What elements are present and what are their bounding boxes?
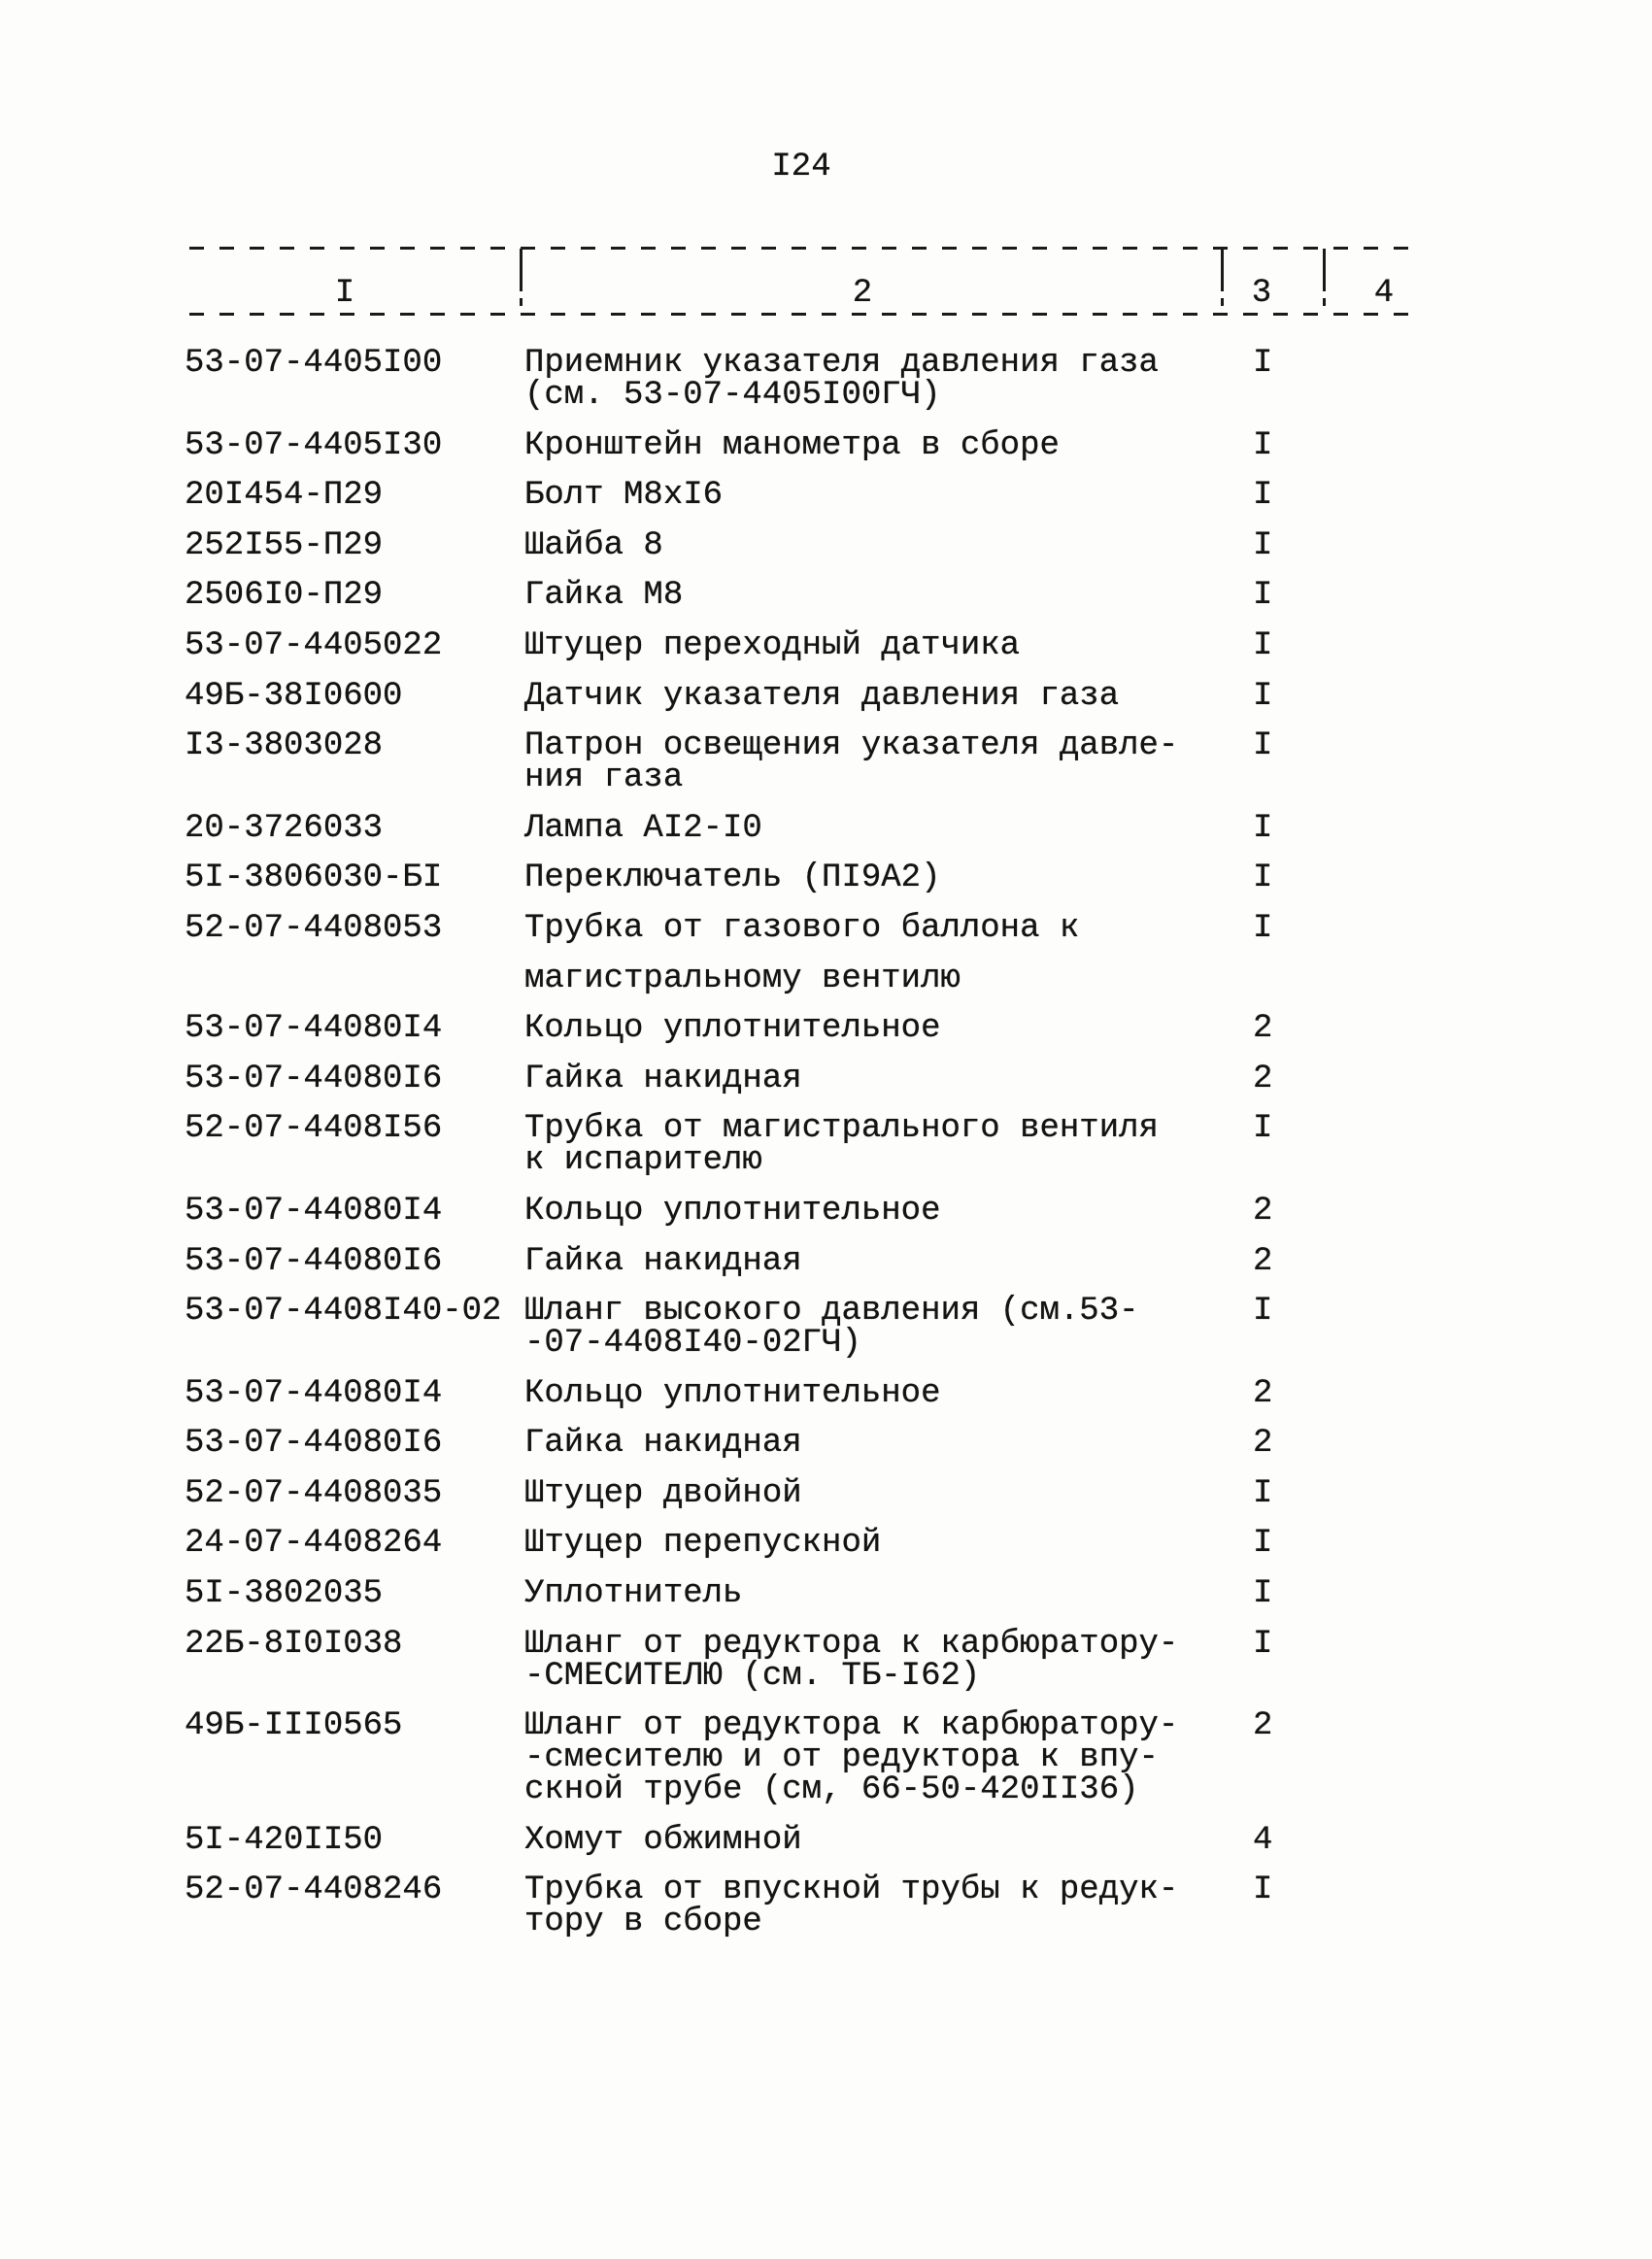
part-description (524, 809, 1652, 847)
part-number: 5I-3806030-БI (185, 860, 443, 897)
part-number: 53-07-4405I30 (185, 426, 443, 464)
description-line: Шланг от редуктора к карбюратору- (524, 1625, 1179, 1663)
description-line: Кольцо уплотнительное (524, 1010, 941, 1048)
description-line: ния газа (524, 759, 684, 797)
part-number: 24-07-4408264 (185, 1525, 443, 1563)
description-line: Лампа АI2-I0 (524, 809, 762, 847)
quantity: I (1253, 577, 1273, 615)
table-row (0, 909, 1652, 1013)
table-row (0, 727, 1652, 813)
part-description (524, 1242, 1652, 1280)
quantity: I (1253, 809, 1273, 847)
description-line: -смесителю и от редуктора к впу- (524, 1739, 1159, 1777)
table-row (0, 577, 1652, 630)
description-line: Болт М8хI6 (524, 477, 724, 515)
part-description (524, 1821, 1652, 1859)
quantity: I (1253, 1625, 1273, 1663)
table-row (0, 1525, 1652, 1578)
quantity: I (1253, 626, 1273, 664)
header-col-2: 2 (852, 275, 873, 312)
part-number: 53-07-4405022 (185, 626, 443, 664)
description-line: Переключатель (ПI9А2) (524, 860, 941, 897)
part-number: 2506I0-П29 (185, 577, 384, 615)
header-col-3: 3 (1251, 275, 1272, 312)
description-line: Шланг от редуктора к карбюратору- (524, 1707, 1179, 1745)
part-description (524, 1192, 1652, 1230)
quantity: I (1253, 1474, 1273, 1512)
column-separator (1221, 249, 1224, 311)
description-line: к испарителю (524, 1142, 762, 1180)
quantity: I (1253, 909, 1273, 947)
part-number: 53-07-44080I6 (185, 1060, 443, 1097)
description-line: -07-4408I40-02ГЧ) (524, 1325, 861, 1363)
quantity: I (1253, 1871, 1273, 1909)
part-description (524, 577, 1652, 615)
description-line: -СМЕСИТЕЛЮ (см. ТБ-I62) (524, 1657, 981, 1695)
description-line: Трубка от впускной трубы к редук- (524, 1871, 1179, 1909)
description-line: Штуцер перепускной (524, 1525, 882, 1563)
part-number: 252I55-П29 (185, 526, 384, 564)
table-row (0, 426, 1652, 481)
description-line: Датчик указателя давления газа (524, 677, 1120, 715)
part-number: 5I-3802035 (185, 1575, 384, 1613)
header-top-rule (189, 247, 1413, 250)
part-description (524, 727, 1652, 797)
quantity: 2 (1253, 1242, 1273, 1280)
table-row (0, 1821, 1652, 1875)
part-description (524, 1871, 1652, 1941)
part-description (524, 1474, 1652, 1512)
part-number: 20-3726033 (185, 809, 384, 847)
table-row (0, 1625, 1652, 1711)
quantity: 2 (1253, 1060, 1273, 1097)
table-row (0, 477, 1652, 530)
part-description (524, 1525, 1652, 1563)
description-line: Штуцер двойной (524, 1474, 802, 1512)
table-row (0, 1707, 1652, 1825)
part-number: 49Б-III0565 (185, 1707, 403, 1745)
quantity: I (1253, 727, 1273, 765)
description-line: (см. 53-07-4405I00ГЧ) (524, 377, 941, 414)
part-description (524, 1625, 1652, 1695)
part-number: 53-07-4405I00 (185, 345, 443, 382)
part-number: 53-07-44080I4 (185, 1374, 443, 1412)
part-number: 20I454-П29 (185, 477, 384, 515)
column-separator (520, 249, 523, 311)
part-description (524, 677, 1652, 715)
part-number: 5I-420II50 (185, 1821, 384, 1859)
description-line: Трубка от газового баллона к (524, 909, 1080, 947)
quantity: I (1253, 345, 1273, 382)
quantity: I (1253, 1293, 1273, 1331)
page-number: I24 (771, 149, 831, 185)
description-line: Шланг высокого давления (см.53- (524, 1293, 1139, 1331)
quantity: I (1253, 426, 1273, 464)
table-row (0, 1425, 1652, 1478)
description-line: Хомут обжимной (524, 1821, 802, 1859)
part-description (524, 626, 1652, 664)
description-line: Приемник указателя давления газа (524, 345, 1159, 382)
description-line: скной трубе (см, 66-50-420II36) (524, 1771, 1139, 1809)
table-row (0, 345, 1652, 430)
table-row (0, 1474, 1652, 1529)
description-line: Уплотнитель (524, 1575, 743, 1613)
part-description (524, 1425, 1652, 1463)
part-number: 53-07-44080I4 (185, 1192, 443, 1230)
part-description (524, 1010, 1652, 1048)
header-col-1: I (334, 275, 355, 312)
part-description (524, 345, 1652, 414)
table-row (0, 626, 1652, 681)
column-separator (1323, 249, 1326, 311)
table-row (0, 1871, 1652, 1957)
table-row (0, 677, 1652, 731)
part-number: 49Б-38I0600 (185, 677, 403, 715)
description-line: Патрон освещения указателя давле- (524, 727, 1179, 765)
part-description (524, 1060, 1652, 1097)
part-number: 53-07-44080I6 (185, 1242, 443, 1280)
quantity: 2 (1253, 1707, 1273, 1745)
table-row (0, 1060, 1652, 1114)
part-description (524, 1110, 1652, 1180)
part-number: 52-07-4408053 (185, 909, 443, 947)
description-line: Шайба 8 (524, 526, 663, 564)
part-number: 22Б-8I0I038 (185, 1625, 403, 1663)
part-description (524, 526, 1652, 564)
table-row (0, 1242, 1652, 1297)
description-line: Кольцо уплотнительное (524, 1374, 941, 1412)
part-number: 53-07-44080I4 (185, 1010, 443, 1048)
description-line: Кронштейн манометра в сборе (524, 426, 1060, 464)
part-number: 53-07-44080I6 (185, 1425, 443, 1463)
table-header (0, 0, 1652, 330)
quantity: I (1253, 526, 1273, 564)
description-line: Гайка накидная (524, 1425, 802, 1463)
part-description (524, 426, 1652, 464)
description-line: тору в сборе (524, 1904, 762, 1941)
part-number: 52-07-4408246 (185, 1871, 443, 1909)
quantity: 4 (1253, 1821, 1273, 1859)
quantity: I (1253, 860, 1273, 897)
part-number: 53-07-4408I40-02 (185, 1293, 502, 1331)
table-row (0, 1374, 1652, 1429)
part-description (524, 477, 1652, 515)
table-row (0, 862, 1652, 913)
description-line: Гайка М8 (524, 577, 684, 615)
quantity: I (1253, 1525, 1273, 1563)
quantity: 2 (1253, 1010, 1273, 1048)
quantity: I (1253, 1110, 1273, 1148)
table-row (0, 1010, 1652, 1063)
quantity: I (1253, 1575, 1273, 1613)
quantity: 2 (1253, 1192, 1273, 1230)
description-line: магистральному вентилю (524, 960, 961, 997)
part-description (524, 1293, 1652, 1363)
part-description (524, 909, 1652, 997)
table-row (0, 1575, 1652, 1629)
quantity: 2 (1253, 1374, 1273, 1412)
quantity: 2 (1253, 1425, 1273, 1463)
part-description (524, 1374, 1652, 1412)
part-description (524, 860, 1652, 897)
table-row (0, 526, 1652, 581)
part-number: I3-3803028 (185, 727, 384, 765)
table-row (0, 1192, 1652, 1246)
header-bottom-rule (189, 313, 1413, 316)
quantity: I (1253, 477, 1273, 515)
table-row (0, 809, 1652, 863)
part-description (524, 1707, 1652, 1809)
part-number: 52-07-4408I56 (185, 1110, 443, 1148)
parts-table-body (0, 345, 1652, 1957)
description-line: Гайка накидная (524, 1060, 802, 1097)
table-row (0, 1110, 1652, 1196)
header-col-4: 4 (1373, 275, 1395, 312)
description-line: Трубка от магистрального вентиля (524, 1110, 1159, 1148)
quantity: I (1253, 677, 1273, 715)
part-description (524, 1575, 1652, 1613)
description-line: Штуцер переходный датчика (524, 626, 1021, 664)
description-line: Гайка накидная (524, 1242, 802, 1280)
description-line: Кольцо уплотнительное (524, 1192, 941, 1230)
table-row (0, 1293, 1652, 1378)
part-number: 52-07-4408035 (185, 1474, 443, 1512)
